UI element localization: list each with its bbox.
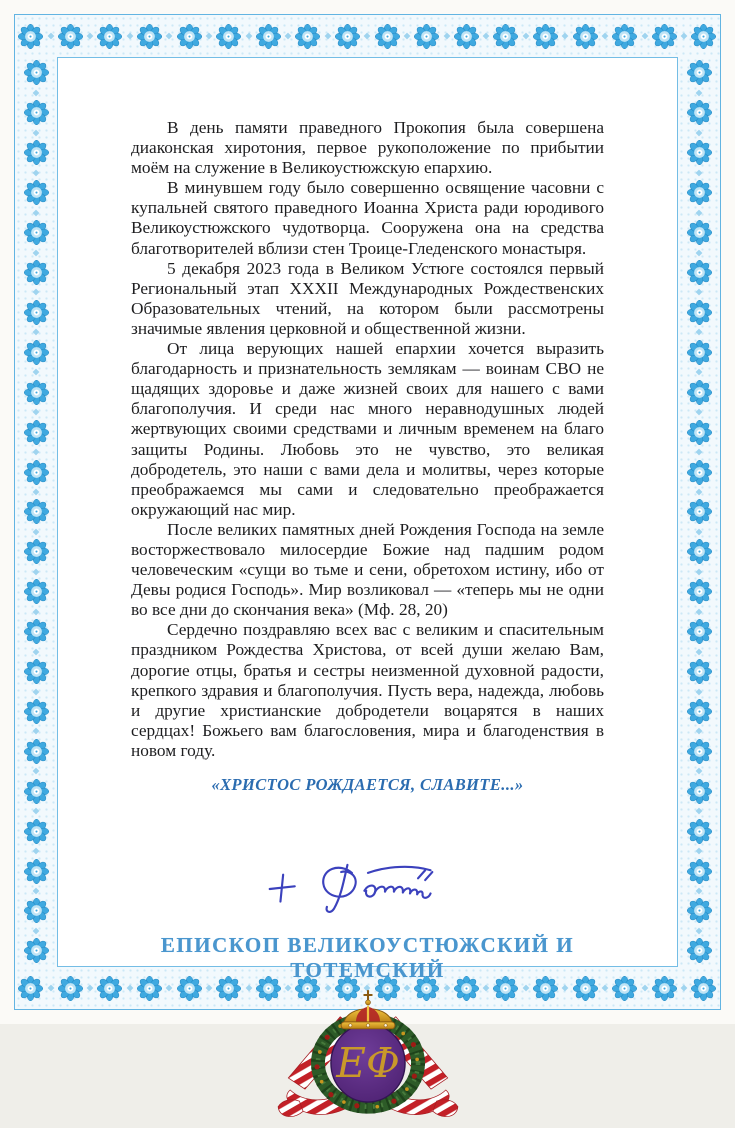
- diamond-ornament-icon: [601, 32, 609, 40]
- diamond-ornament-icon: [32, 408, 40, 416]
- rosette-icon: [687, 499, 712, 524]
- rosette-icon: [216, 24, 241, 49]
- diamond-ornament-icon: [695, 608, 703, 616]
- diamond-ornament-icon: [32, 727, 40, 735]
- rosette-icon: [24, 340, 49, 365]
- diamond-ornament-icon: [695, 927, 703, 935]
- rosette-icon: [687, 579, 712, 604]
- rosette-icon: [612, 976, 637, 1001]
- rosette-icon: [58, 24, 83, 49]
- rosette-icon: [573, 24, 598, 49]
- diamond-ornament-icon: [680, 984, 688, 992]
- rosette-icon: [687, 60, 712, 85]
- signature-icon: [234, 853, 502, 925]
- diamond-ornament-icon: [695, 368, 703, 376]
- letter-body: [131, 118, 604, 761]
- diamond-ornament-icon: [32, 608, 40, 616]
- diamond-ornament-icon: [695, 288, 703, 296]
- rosette-icon: [687, 819, 712, 844]
- letter-content: [101, 101, 634, 1088]
- diamond-ornament-icon: [695, 488, 703, 496]
- diamond-ornament-icon: [32, 368, 40, 376]
- rosette-icon: [24, 779, 49, 804]
- rosette-icon: [687, 659, 712, 684]
- rosette-icon: [493, 24, 518, 49]
- diamond-ornament-icon: [695, 688, 703, 696]
- diamond-ornament-icon: [324, 32, 332, 40]
- rosette-icon: [97, 24, 122, 49]
- diamond-ornament-icon: [695, 887, 703, 895]
- diamond-ornament-icon: [522, 32, 530, 40]
- diamond-ornament-icon: [32, 89, 40, 97]
- rosette-icon: [612, 24, 637, 49]
- rosette-icon: [24, 260, 49, 285]
- diamond-ornament-icon: [695, 727, 703, 735]
- diamond-ornament-icon: [32, 568, 40, 576]
- paragraph-4: От лица верующих нашей епархии хочется выразить благодарность и признательность землякам — воинам СВО не щадящих здоровье и даже жизней своих для нашего с вами благополучия. И среди нас много неравнодушных людей жертвующих своими средствами и личным временем на благо защиты Родины. Любовь это не чувство, это великая добродетель, это наши с вами дела и молитвы, через которые преображаемся мы сами и следовательно преображается окружающий нас мир.: [131, 339, 604, 519]
- diamond-ornament-icon: [284, 32, 292, 40]
- diamond-ornament-icon: [695, 648, 703, 656]
- diamond-ornament-icon: [695, 209, 703, 217]
- diamond-ornament-icon: [165, 32, 173, 40]
- diamond-ornament-icon: [561, 32, 569, 40]
- border-left-strip: [15, 57, 57, 967]
- diamond-ornament-icon: [32, 807, 40, 815]
- diamond-ornament-icon: [363, 32, 371, 40]
- diamond-ornament-icon: [32, 448, 40, 456]
- rosette-icon: [687, 260, 712, 285]
- diamond-ornament-icon: [641, 984, 649, 992]
- diamond-ornament-icon: [47, 32, 55, 40]
- rosette-icon: [687, 898, 712, 923]
- rosette-icon: [177, 24, 202, 49]
- rosette-icon: [24, 859, 49, 884]
- diamond-ornament-icon: [32, 249, 40, 257]
- rosette-icon: [687, 420, 712, 445]
- diamond-ornament-icon: [695, 408, 703, 416]
- rosette-icon: [97, 976, 122, 1001]
- rosette-icon: [533, 24, 558, 49]
- diamond-ornament-icon: [695, 249, 703, 257]
- diamond-ornament-icon: [695, 568, 703, 576]
- rosette-icon: [652, 24, 677, 49]
- diamond-ornament-icon: [695, 807, 703, 815]
- rosette-icon: [687, 140, 712, 165]
- rosette-icon: [24, 619, 49, 644]
- rosette-icon: [687, 859, 712, 884]
- decorative-border: [14, 14, 721, 1088]
- rosette-icon: [24, 819, 49, 844]
- rosette-icon: [335, 24, 360, 49]
- diamond-ornament-icon: [695, 89, 703, 97]
- diamond-ornament-icon: [695, 528, 703, 536]
- diamond-ornament-icon: [245, 32, 253, 40]
- diamond-ornament-icon: [32, 528, 40, 536]
- rosette-icon: [687, 699, 712, 724]
- rosette-icon: [24, 60, 49, 85]
- rosette-icon: [687, 220, 712, 245]
- rosette-icon: [24, 938, 49, 963]
- rosette-icon: [24, 898, 49, 923]
- rosette-icon: [687, 938, 712, 963]
- diamond-ornament-icon: [47, 984, 55, 992]
- rosette-icon: [24, 739, 49, 764]
- bishop-signature: [131, 853, 604, 925]
- diamond-ornament-icon: [680, 32, 688, 40]
- rosette-icon: [652, 976, 677, 1001]
- diamond-ornament-icon: [695, 328, 703, 336]
- rosette-icon: [687, 460, 712, 485]
- rosette-icon: [295, 24, 320, 49]
- rosette-icon: [687, 779, 712, 804]
- diamond-ornament-icon: [32, 169, 40, 177]
- rosette-icon: [454, 24, 479, 49]
- bishop-title: ЕПИСКОП ВЕЛИКОУСТЮЖСКИЙ И ТОТЕМСКИЙ: [160, 933, 575, 982]
- diamond-ornament-icon: [126, 32, 134, 40]
- diamond-ornament-icon: [695, 169, 703, 177]
- rosette-icon: [137, 24, 162, 49]
- rosette-icon: [24, 539, 49, 564]
- paragraph-3: 5 декабря 2023 года в Великом Устюге состоялся первый Региональный этап XXXII Международных Рождественских Образовательных чтений, на котором были рассмотрены значимые явления церковной и общественной жизни.: [131, 258, 604, 338]
- rosette-icon: [687, 340, 712, 365]
- emblem-container: [131, 989, 604, 1128]
- diamond-ornament-icon: [32, 847, 40, 855]
- rosette-icon: [24, 420, 49, 445]
- border-right-strip: [678, 57, 720, 967]
- diamond-ornament-icon: [403, 32, 411, 40]
- diamond-ornament-icon: [32, 887, 40, 895]
- emblem-monogram: ЕФ: [335, 1039, 400, 1088]
- paragraph-2: В минувшем году было совершенно освящение часовни с купальней святого праведного Иоанна Христа ради юродивого Великоустюжского чудотворца. Сооружена она на средства благотворителей вблизи стен Троице-Гледенского монастыря.: [131, 178, 604, 258]
- rosette-icon: [24, 220, 49, 245]
- crown-icon: [341, 991, 395, 1029]
- rosette-icon: [691, 24, 716, 49]
- inner-frame: [57, 57, 678, 1088]
- diamond-ornament-icon: [443, 32, 451, 40]
- rosette-icon: [687, 100, 712, 125]
- rosette-icon: [687, 180, 712, 205]
- diamond-ornament-icon: [32, 648, 40, 656]
- rosette-icon: [687, 739, 712, 764]
- diamond-ornament-icon: [32, 209, 40, 217]
- diamond-ornament-icon: [32, 488, 40, 496]
- rosette-icon: [687, 380, 712, 405]
- rosette-icon: [24, 140, 49, 165]
- rosette-icon: [691, 976, 716, 1001]
- rosette-icon: [414, 24, 439, 49]
- diamond-ornament-icon: [695, 767, 703, 775]
- border-top-strip: [15, 15, 720, 57]
- rosette-icon: [24, 499, 49, 524]
- rosette-icon: [24, 579, 49, 604]
- diamond-ornament-icon: [32, 688, 40, 696]
- rosette-icon: [687, 539, 712, 564]
- rosette-icon: [18, 976, 43, 1001]
- rosette-icon: [18, 24, 43, 49]
- diamond-ornament-icon: [695, 847, 703, 855]
- diamond-ornament-icon: [482, 32, 490, 40]
- rosette-icon: [24, 180, 49, 205]
- paragraph-5: После великих памятных дней Рождения Господа на земле восторжествовало милосердие Божие над падшим родом человеческим «сущи во тьме и сени, обретохом истину, ибо от Девы родися Господь». Мир возликовал — «теперь мы не одни во все дни до скончания века» (Мф. 28, 20): [131, 519, 604, 620]
- signature-cross-stroke: [280, 875, 283, 902]
- paragraph-6: Сердечно поздравляю всех вас с великим и спасительным праздником Рождества Христова, от всей души желаю Вам, дорогие отцы, братья и сестры неизменной духовной радости, крепкого здравия и благополучия. Пусть вера, надежда, любовь и другие христианские добродетели воцарятся в наших сердцах! Божьего вам благословения, мира и благоденствия в новом году.: [131, 620, 604, 760]
- rosette-icon: [24, 659, 49, 684]
- rosette-icon: [24, 460, 49, 485]
- diamond-ornament-icon: [32, 927, 40, 935]
- rosette-icon: [256, 24, 281, 49]
- diamond-ornament-icon: [32, 129, 40, 137]
- diamond-ornament-icon: [32, 328, 40, 336]
- episcopal-coat-of-arms: [275, 989, 461, 1128]
- rosette-icon: [687, 619, 712, 644]
- diamond-ornament-icon: [641, 32, 649, 40]
- diamond-ornament-icon: [86, 32, 94, 40]
- rosette-icon: [24, 380, 49, 405]
- christmas-greeting-slogan: «ХРИСТОС РОЖДАЕТСЯ, СЛАВИТЕ...»: [211, 775, 524, 794]
- diamond-ornament-icon: [695, 448, 703, 456]
- rosette-icon: [24, 300, 49, 325]
- diamond-ornament-icon: [695, 129, 703, 137]
- rosette-icon: [375, 24, 400, 49]
- paragraph-1: В день памяти праведного Прокопия была совершена диаконская хиротония, первое рукоположение по прибытии моём на служение в Великоустюжскую епархию.: [131, 118, 604, 178]
- rosette-icon: [24, 100, 49, 125]
- rosette-icon: [58, 976, 83, 1001]
- rosette-icon: [24, 699, 49, 724]
- diamond-ornament-icon: [32, 288, 40, 296]
- diamond-ornament-icon: [32, 767, 40, 775]
- diamond-ornament-icon: [205, 32, 213, 40]
- rosette-icon: [687, 300, 712, 325]
- diamond-ornament-icon: [86, 984, 94, 992]
